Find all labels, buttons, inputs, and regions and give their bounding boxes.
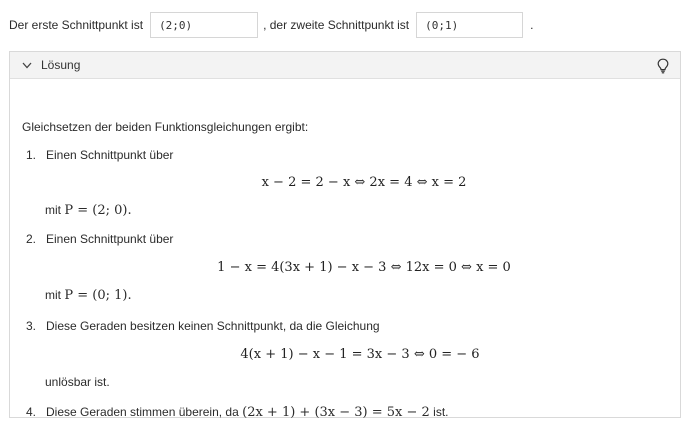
item-result bbox=[45, 288, 132, 303]
equation: 4(x + 1) − x − 1 = 3x − 3 ⇔ 0 = − 6 bbox=[240, 347, 480, 362]
item-label: Einen Schnittpunkt über bbox=[46, 232, 174, 246]
result-math: P = (0; 1). bbox=[64, 288, 132, 303]
result-prefix: mit bbox=[45, 288, 61, 302]
solution-toggle[interactable] bbox=[10, 52, 680, 79]
list-item bbox=[26, 319, 380, 333]
first-intersection-input[interactable] bbox=[150, 12, 258, 38]
list-item bbox=[26, 405, 449, 420]
list-item bbox=[26, 232, 173, 246]
item-label: Diese Geraden besitzen keinen Schnittpunkt, da die Gleichung bbox=[46, 319, 380, 333]
item-label-suffix: ist. bbox=[433, 405, 449, 419]
item-number: 4. bbox=[26, 405, 37, 419]
result-prefix: unlösbar ist. bbox=[45, 375, 110, 389]
item-result bbox=[45, 375, 110, 389]
result-math: P = (2; 0). bbox=[64, 203, 132, 218]
equation: x − 2 = 2 − x ⇔ 2x = 4 ⇔ x = 2 bbox=[261, 175, 467, 190]
list-item bbox=[26, 148, 173, 162]
solution-panel bbox=[9, 51, 681, 418]
inline-equation: (2x + 1) + (3x − 3) = 5x − 2 bbox=[242, 405, 430, 420]
chevron-down-icon bbox=[19, 57, 35, 73]
result-prefix: mit bbox=[45, 203, 61, 217]
solution-intro: Gleichsetzen der beiden Funktionsgleichungen ergibt: bbox=[22, 120, 309, 134]
answer-text-before: Der erste Schnittpunkt ist bbox=[9, 18, 144, 32]
solution-title: Lösung bbox=[41, 58, 81, 72]
second-intersection-input[interactable] bbox=[416, 12, 523, 38]
lightbulb-icon[interactable] bbox=[656, 58, 670, 74]
item-label: Diese Geraden stimmen überein, da bbox=[46, 405, 239, 419]
equation: 1 − x = 4(3x + 1) − x − 3 ⇔ 12x = 0 ⇔ x = 0 bbox=[217, 260, 511, 275]
item-number: 1. bbox=[26, 148, 37, 162]
item-number: 2. bbox=[26, 232, 37, 246]
item-result bbox=[45, 203, 132, 218]
answer-text-after: . bbox=[530, 18, 534, 32]
answer-row bbox=[9, 12, 690, 38]
answer-text-middle: , der zweite Schnittpunkt ist bbox=[263, 18, 410, 32]
item-number: 3. bbox=[26, 319, 37, 333]
item-label: Einen Schnittpunkt über bbox=[46, 148, 174, 162]
